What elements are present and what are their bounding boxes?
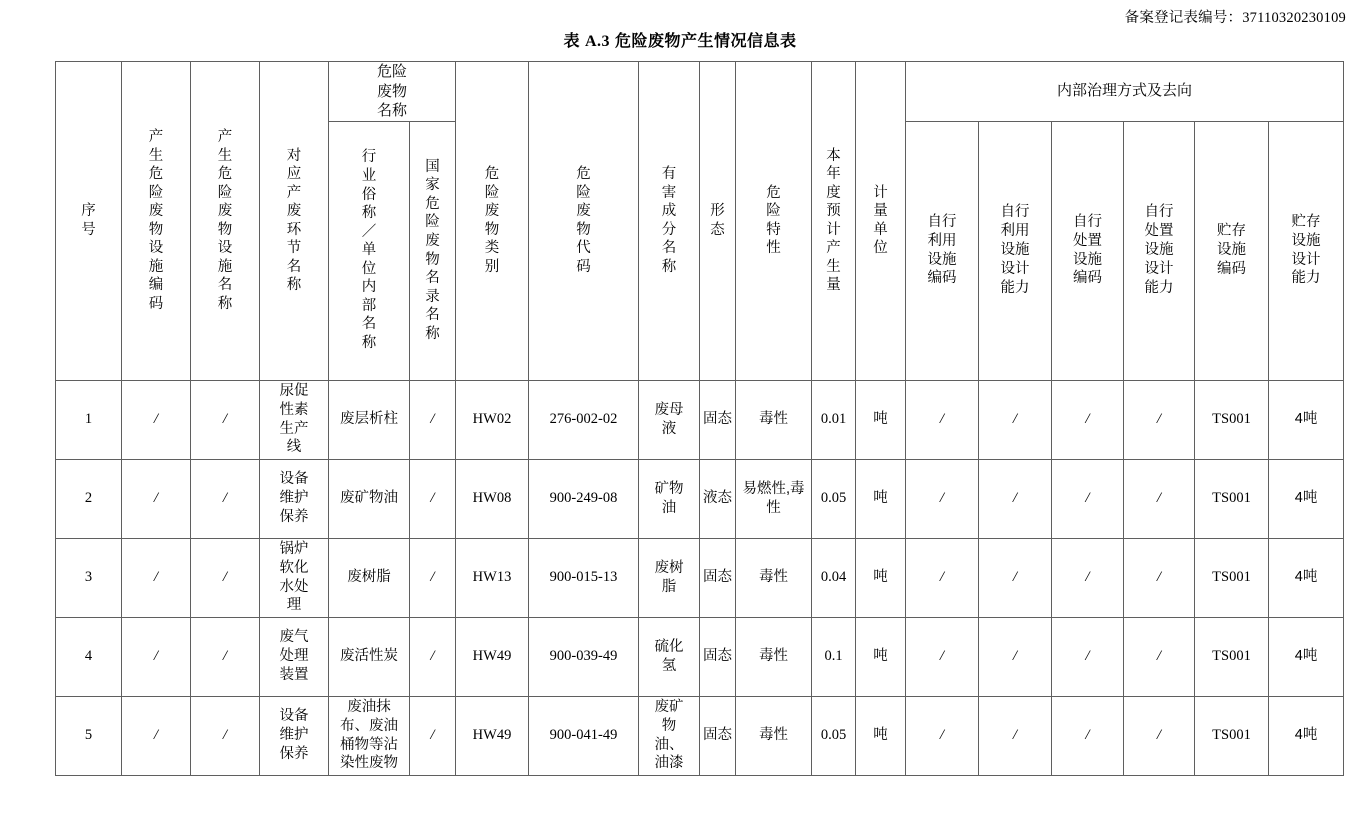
cell-hazard-property bbox=[736, 696, 812, 775]
cell-text: 废母液 bbox=[654, 401, 684, 437]
cell-facility-name bbox=[191, 617, 260, 696]
cell-text: / bbox=[939, 489, 945, 506]
cell-self-disposal-code bbox=[1052, 617, 1124, 696]
cell-text: TS001 bbox=[1212, 489, 1251, 506]
cell-text: / bbox=[1012, 568, 1018, 585]
cell-storage-capacity bbox=[1269, 696, 1344, 775]
cell-text: / bbox=[1085, 647, 1090, 664]
cell-text: 900-249-08 bbox=[549, 489, 618, 506]
cell-unit bbox=[856, 696, 906, 775]
cell-catalog-name bbox=[410, 538, 456, 617]
cell-self-disposal-capacity bbox=[1124, 617, 1195, 696]
cell-text: / bbox=[939, 726, 945, 743]
cell-storage-code bbox=[1195, 617, 1269, 696]
cell-harmful-component bbox=[639, 459, 700, 538]
cell-self-disposal-code bbox=[1052, 459, 1124, 538]
cell-self-use-code bbox=[906, 538, 979, 617]
cell-text: 废树脂 bbox=[347, 569, 391, 586]
cell-text: 固态 bbox=[702, 411, 732, 428]
cell-seq bbox=[56, 696, 122, 775]
cell-text: 4吨 bbox=[1294, 648, 1318, 665]
col-header-self-disposal-code: 自行处置设施编码 bbox=[1052, 121, 1124, 380]
cell-form bbox=[700, 538, 736, 617]
cell-self-disposal-code bbox=[1052, 380, 1124, 459]
cell-hazard-property bbox=[736, 617, 812, 696]
cell-text: 毒性 bbox=[758, 727, 788, 744]
cell-text: 5 bbox=[84, 726, 93, 743]
cell-text: / bbox=[153, 647, 159, 664]
table-row bbox=[56, 696, 1344, 775]
cell-text: 900-041-49 bbox=[549, 726, 618, 743]
cell-self-use-capacity bbox=[979, 538, 1052, 617]
cell-text: 设备维护保养 bbox=[279, 708, 309, 762]
cell-text: 吨 bbox=[873, 726, 888, 743]
cell-self-disposal-capacity bbox=[1124, 459, 1195, 538]
cell-process-name bbox=[260, 617, 329, 696]
cell-facility-code bbox=[122, 459, 191, 538]
col-header-facility-code: 产生危险废物设施编码 bbox=[122, 62, 191, 381]
cell-text: 废矿物油 bbox=[339, 490, 398, 507]
cell-annual-estimate bbox=[812, 538, 856, 617]
cell-storage-code bbox=[1195, 538, 1269, 617]
cell-storage-code bbox=[1195, 459, 1269, 538]
cell-text: 废气处理装置 bbox=[279, 629, 309, 683]
cell-text: 4吨 bbox=[1294, 411, 1318, 428]
cell-text: 吨 bbox=[873, 489, 888, 506]
cell-text: 吨 bbox=[873, 647, 888, 664]
cell-text: 4吨 bbox=[1294, 727, 1318, 744]
cell-text: 毒性 bbox=[758, 411, 788, 428]
cell-self-disposal-capacity bbox=[1124, 380, 1195, 459]
cell-self-use-code bbox=[906, 696, 979, 775]
table-row bbox=[56, 538, 1344, 617]
cell-storage-capacity bbox=[1269, 380, 1344, 459]
cell-industry-name bbox=[329, 459, 410, 538]
cell-text: / bbox=[939, 568, 945, 585]
cell-catalog-name bbox=[410, 380, 456, 459]
cell-text: 0.05 bbox=[820, 490, 847, 507]
cell-self-disposal-capacity bbox=[1124, 696, 1195, 775]
header-row-group bbox=[56, 62, 1344, 122]
cell-industry-name bbox=[329, 380, 410, 459]
cell-waste-category bbox=[456, 696, 529, 775]
cell-process-name bbox=[260, 380, 329, 459]
cell-text: / bbox=[1085, 568, 1090, 585]
col-header-form: 形态 bbox=[700, 62, 736, 381]
cell-hazard-property bbox=[736, 380, 812, 459]
cell-waste-category bbox=[456, 538, 529, 617]
title-number: A.3 bbox=[584, 33, 611, 50]
cell-text: / bbox=[430, 726, 435, 743]
cell-text: / bbox=[1085, 726, 1090, 743]
cell-industry-name bbox=[329, 617, 410, 696]
cell-text: 0.1 bbox=[824, 648, 843, 665]
cell-facility-code bbox=[122, 617, 191, 696]
cell-text: / bbox=[153, 726, 159, 743]
cell-text: 吨 bbox=[873, 410, 888, 427]
cell-text: / bbox=[153, 410, 159, 427]
col-header-harmful-component: 有害成分名称 bbox=[639, 62, 700, 381]
cell-text: 4吨 bbox=[1294, 490, 1318, 507]
cell-text: HW02 bbox=[472, 410, 512, 427]
cell-storage-capacity bbox=[1269, 459, 1344, 538]
cell-text: / bbox=[1012, 489, 1018, 506]
cell-waste-category bbox=[456, 380, 529, 459]
cell-harmful-component bbox=[639, 617, 700, 696]
cell-seq bbox=[56, 538, 122, 617]
cell-text: / bbox=[1156, 647, 1162, 664]
col-header-self-disposal-capacity: 自行处置设施设计能力 bbox=[1124, 121, 1195, 380]
group-header-waste-name: 危险废物名称 bbox=[329, 62, 456, 122]
cell-unit bbox=[856, 459, 906, 538]
cell-text: / bbox=[1156, 489, 1162, 506]
cell-storage-code bbox=[1195, 696, 1269, 775]
cell-text: / bbox=[222, 568, 228, 585]
cell-self-use-capacity bbox=[979, 459, 1052, 538]
col-header-seq: 序号 bbox=[56, 62, 122, 381]
cell-text: / bbox=[222, 410, 228, 427]
cell-text: 硫化氢 bbox=[654, 638, 684, 674]
cell-text: 276-002-02 bbox=[549, 410, 618, 427]
hazardous-waste-table-container bbox=[55, 61, 1343, 776]
cell-waste-code bbox=[529, 538, 639, 617]
col-header-waste-code: 危险废物代码 bbox=[529, 62, 639, 381]
cell-storage-capacity bbox=[1269, 538, 1344, 617]
cell-text: / bbox=[1085, 410, 1090, 427]
col-header-hazard-property: 危险特性 bbox=[736, 62, 812, 381]
cell-waste-category bbox=[456, 617, 529, 696]
cell-text: 毒性 bbox=[758, 569, 788, 586]
cell-catalog-name bbox=[410, 696, 456, 775]
cell-unit bbox=[856, 617, 906, 696]
cell-facility-name bbox=[191, 538, 260, 617]
cell-self-use-capacity bbox=[979, 380, 1052, 459]
cell-text: 设备维护保养 bbox=[279, 471, 309, 525]
cell-waste-code bbox=[529, 459, 639, 538]
cell-annual-estimate bbox=[812, 380, 856, 459]
hazardous-waste-table bbox=[55, 61, 1344, 776]
cell-storage-capacity bbox=[1269, 617, 1344, 696]
col-header-unit: 计量单位 bbox=[856, 62, 906, 381]
cell-form bbox=[700, 459, 736, 538]
cell-text: 废活性炭 bbox=[339, 648, 398, 665]
cell-text: HW13 bbox=[472, 568, 512, 585]
cell-text: TS001 bbox=[1212, 410, 1251, 427]
table-row bbox=[56, 459, 1344, 538]
cell-text: 尿促性素生产线 bbox=[279, 382, 309, 456]
page-title bbox=[0, 28, 1360, 51]
cell-text: 固态 bbox=[702, 727, 732, 744]
cell-text: 废树脂 bbox=[654, 559, 684, 595]
cell-text: 2 bbox=[84, 489, 93, 506]
cell-industry-name bbox=[329, 696, 410, 775]
cell-facility-name bbox=[191, 380, 260, 459]
cell-text: TS001 bbox=[1212, 568, 1251, 585]
group-header-internal-treatment: 内部治理方式及去向 bbox=[906, 62, 1344, 122]
cell-text: 吨 bbox=[873, 568, 888, 585]
cell-process-name bbox=[260, 459, 329, 538]
cell-harmful-component bbox=[639, 696, 700, 775]
cell-harmful-component bbox=[639, 538, 700, 617]
title-text: 危险废物产生情况信息表 bbox=[614, 33, 797, 50]
cell-facility-code bbox=[122, 538, 191, 617]
table-row bbox=[56, 380, 1344, 459]
col-header-waste-category: 危险废物类别 bbox=[456, 62, 529, 381]
table-body bbox=[56, 380, 1344, 775]
cell-annual-estimate bbox=[812, 617, 856, 696]
cell-text: / bbox=[1085, 489, 1090, 506]
cell-text: 900-015-13 bbox=[549, 568, 618, 585]
cell-form bbox=[700, 617, 736, 696]
col-header-process-name: 对应产废环节名称 bbox=[260, 62, 329, 381]
cell-text: / bbox=[1156, 410, 1162, 427]
cell-self-use-capacity bbox=[979, 696, 1052, 775]
cell-storage-code bbox=[1195, 380, 1269, 459]
cell-text: 毒性 bbox=[758, 648, 788, 665]
cell-self-use-code bbox=[906, 617, 979, 696]
cell-text: / bbox=[939, 647, 945, 664]
cell-text: / bbox=[222, 647, 228, 664]
cell-text: 4吨 bbox=[1294, 569, 1318, 586]
cell-unit bbox=[856, 538, 906, 617]
title-prefix: 表 bbox=[563, 33, 581, 50]
cell-text: / bbox=[1156, 568, 1162, 585]
cell-facility-name bbox=[191, 696, 260, 775]
cell-text: TS001 bbox=[1212, 647, 1251, 664]
cell-text: / bbox=[1156, 726, 1162, 743]
cell-text: 0.05 bbox=[820, 727, 847, 744]
cell-text: 矿物油 bbox=[654, 480, 684, 516]
cell-text: / bbox=[222, 726, 228, 743]
cell-seq bbox=[56, 380, 122, 459]
cell-text: / bbox=[1012, 726, 1018, 743]
cell-text: 0.04 bbox=[820, 569, 847, 586]
record-number: 备案登记表编号：37110320230109 bbox=[1124, 10, 1346, 26]
cell-facility-code bbox=[122, 696, 191, 775]
cell-text: / bbox=[153, 489, 159, 506]
cell-seq bbox=[56, 459, 122, 538]
cell-self-disposal-code bbox=[1052, 538, 1124, 617]
table-row bbox=[56, 617, 1344, 696]
cell-text: HW49 bbox=[472, 726, 512, 743]
cell-text: 废油抹布、废油桶物等沾染性废物 bbox=[339, 698, 398, 772]
cell-text: 废矿物油、油漆 bbox=[654, 698, 684, 772]
cell-text: / bbox=[153, 568, 159, 585]
cell-self-use-capacity bbox=[979, 617, 1052, 696]
cell-text: 1 bbox=[84, 410, 93, 427]
cell-industry-name bbox=[329, 538, 410, 617]
cell-text: 4 bbox=[84, 647, 93, 664]
cell-hazard-property bbox=[736, 459, 812, 538]
cell-text: 固态 bbox=[702, 569, 732, 586]
cell-text: / bbox=[222, 489, 228, 506]
cell-self-disposal-code bbox=[1052, 696, 1124, 775]
cell-process-name bbox=[260, 696, 329, 775]
col-header-self-use-capacity: 自行利用设施设计能力 bbox=[979, 121, 1052, 380]
cell-unit bbox=[856, 380, 906, 459]
cell-text: 废层析柱 bbox=[339, 411, 398, 428]
cell-form bbox=[700, 696, 736, 775]
cell-form bbox=[700, 380, 736, 459]
cell-text: / bbox=[430, 410, 435, 427]
cell-text: / bbox=[939, 410, 945, 427]
cell-waste-code bbox=[529, 617, 639, 696]
cell-text: 0.01 bbox=[820, 411, 847, 428]
cell-harmful-component bbox=[639, 380, 700, 459]
cell-facility-code bbox=[122, 380, 191, 459]
col-header-catalog-name: 国家危险废物名录名称 bbox=[410, 121, 456, 380]
col-header-storage-capacity: 贮存设施设计能力 bbox=[1269, 121, 1344, 380]
col-header-annual-estimate: 本年度预计产生量 bbox=[812, 62, 856, 381]
col-header-industry-name: 行业俗称／单位内部名称 bbox=[329, 121, 410, 380]
cell-text: 液态 bbox=[702, 490, 732, 507]
cell-annual-estimate bbox=[812, 696, 856, 775]
cell-catalog-name bbox=[410, 459, 456, 538]
cell-text: HW08 bbox=[472, 489, 512, 506]
cell-self-use-code bbox=[906, 459, 979, 538]
cell-text: 900-039-49 bbox=[549, 647, 618, 664]
cell-text: / bbox=[430, 647, 435, 664]
cell-text: / bbox=[430, 568, 435, 585]
col-header-storage-code: 贮存设施编码 bbox=[1195, 121, 1269, 380]
cell-facility-name bbox=[191, 459, 260, 538]
col-header-facility-name: 产生危险废物设施名称 bbox=[191, 62, 260, 381]
table-head bbox=[56, 62, 1344, 381]
cell-self-disposal-capacity bbox=[1124, 538, 1195, 617]
cell-text: TS001 bbox=[1212, 726, 1251, 743]
cell-seq bbox=[56, 617, 122, 696]
cell-process-name bbox=[260, 538, 329, 617]
cell-waste-code bbox=[529, 380, 639, 459]
cell-text: / bbox=[1012, 647, 1018, 664]
cell-text: 3 bbox=[84, 568, 93, 585]
cell-self-use-code bbox=[906, 380, 979, 459]
cell-text: HW49 bbox=[472, 647, 512, 664]
cell-text: 易燃性,毒性 bbox=[742, 480, 805, 516]
cell-waste-category bbox=[456, 459, 529, 538]
cell-text: / bbox=[1012, 410, 1018, 427]
cell-annual-estimate bbox=[812, 459, 856, 538]
col-header-self-use-code: 自行利用设施编码 bbox=[906, 121, 979, 380]
cell-catalog-name bbox=[410, 617, 456, 696]
cell-text: 固态 bbox=[702, 648, 732, 665]
cell-waste-code bbox=[529, 696, 639, 775]
cell-text: 锅炉软化水处理 bbox=[279, 540, 309, 614]
cell-hazard-property bbox=[736, 538, 812, 617]
cell-text: / bbox=[430, 489, 435, 506]
